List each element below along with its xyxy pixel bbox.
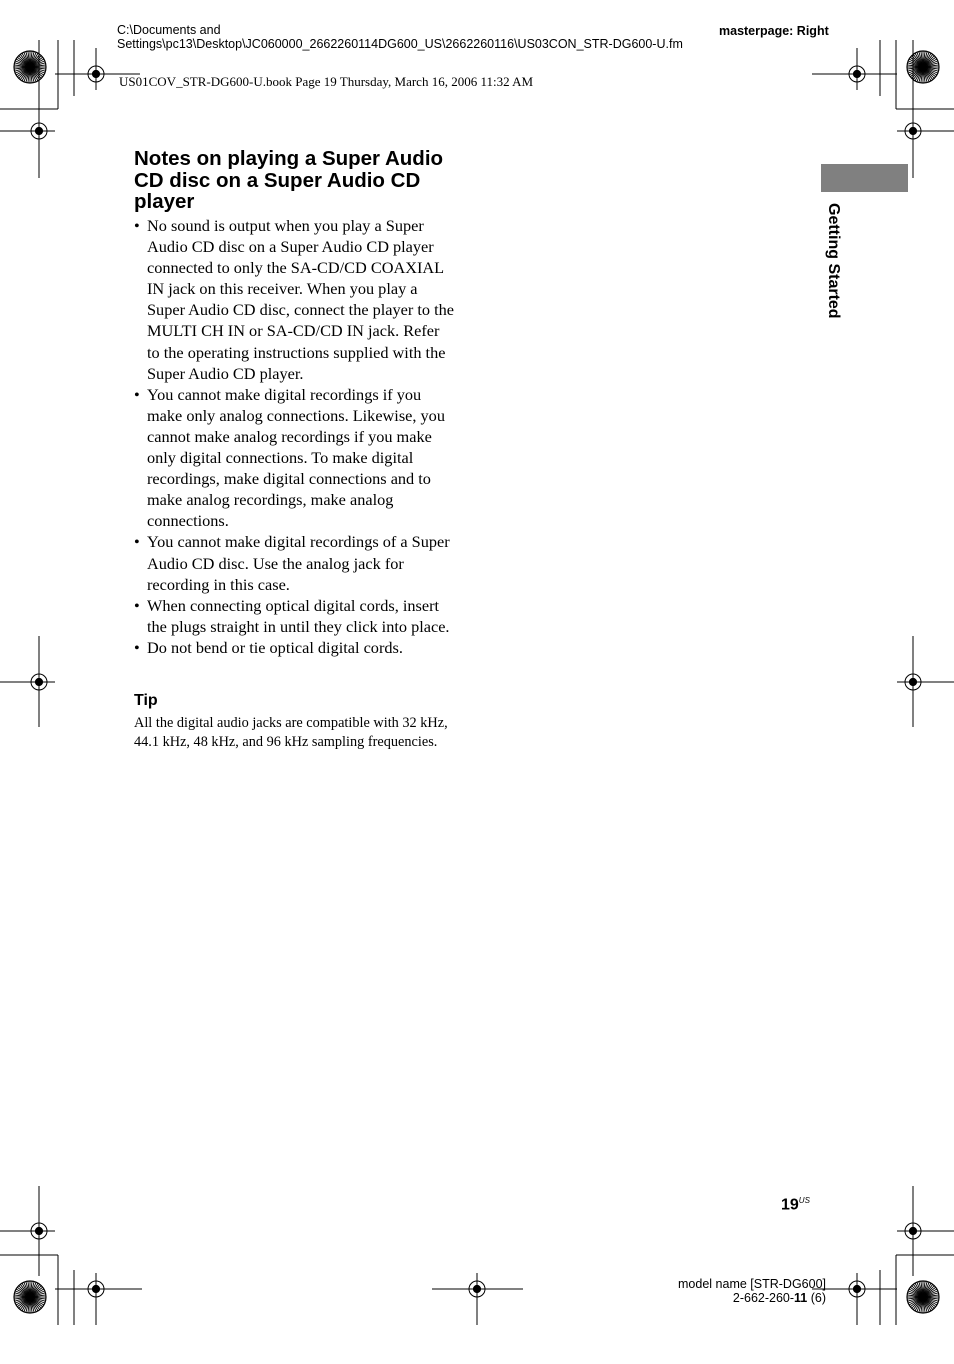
page-number <box>781 1196 810 1214</box>
notes-list-item-text: Do not bend or tie optical digital cords. <box>147 637 403 657</box>
section-tab-text: Getting Started <box>825 203 842 319</box>
model-code-prefix: 2-662-260- <box>732 1290 795 1305</box>
file-path-header: C:\Documents and Settings\pc13\Desktop\JC060000_2662260114DG600_US\2662260116\US03CON_STR-DG600-U.fm <box>117 23 683 51</box>
notes-list <box>134 215 454 658</box>
section-tab-bar <box>821 164 908 192</box>
notes-list-item-text: When connecting optical digital cords, insert the plugs straight in until they click into place. <box>147 595 450 636</box>
section-heading: Notes on playing a Super Audio CD disc on a Super Audio CD player <box>134 147 444 213</box>
notes-list-item <box>134 384 454 532</box>
bullet-dot: • <box>134 595 140 615</box>
section-tab-label <box>824 203 854 333</box>
bullet-dot: • <box>134 384 140 404</box>
notes-list-item-text: No sound is output when you play a Super Audio CD disc on a Super Audio CD player connected to only the SA-CD/CD COAXIAL IN jack on this receiver. When you play a Super Audio CD disc, connect the player to the MULTI CH IN or SA-CD/CD IN jack. Refer to the operating instructions supplied with the Super Audio CD player. <box>147 216 455 383</box>
notes-list-item <box>134 215 454 384</box>
model-name-line: model name [STR-DG600] <box>678 1277 826 1291</box>
tip-title: Tip <box>134 692 158 709</box>
bullet-dot: • <box>134 637 140 657</box>
notes-list-item-text: You cannot make digital recordings if you make only analog connections. Likewise, you cannot make analog recordings if you make only digital connections. To make digital recordings, make digital connections and to make analog recordings, make analog connections. <box>147 384 445 531</box>
model-code-line <box>640 1292 826 1306</box>
book-info-line: US01COV_STR-DG600-U.book Page 19 Thursday, March 16, 2006 11:32 AM <box>119 74 534 89</box>
notes-list-item <box>134 595 454 637</box>
page-number-value: 19 <box>781 1196 799 1214</box>
notes-list-item <box>134 637 454 658</box>
model-code-suffix: (6) <box>807 1290 826 1305</box>
model-info <box>640 1278 826 1305</box>
notes-list-item-text: You cannot make digital recordings of a Super Audio CD disc. Use the analog jack for recording in this case. <box>147 532 450 594</box>
notes-list-item <box>134 531 454 594</box>
bullet-dot: • <box>134 216 140 235</box>
bullet-dot: • <box>134 532 140 552</box>
tip-text: All the digital audio jacks are compatible with 32 kHz, 44.1 kHz, 48 kHz, and 96 kHz sampling frequencies. <box>134 715 448 750</box>
page-number-suffix: US <box>798 1196 810 1205</box>
masterpage-label: masterpage: Right <box>719 24 829 38</box>
model-code-bold: 11 <box>794 1290 808 1305</box>
